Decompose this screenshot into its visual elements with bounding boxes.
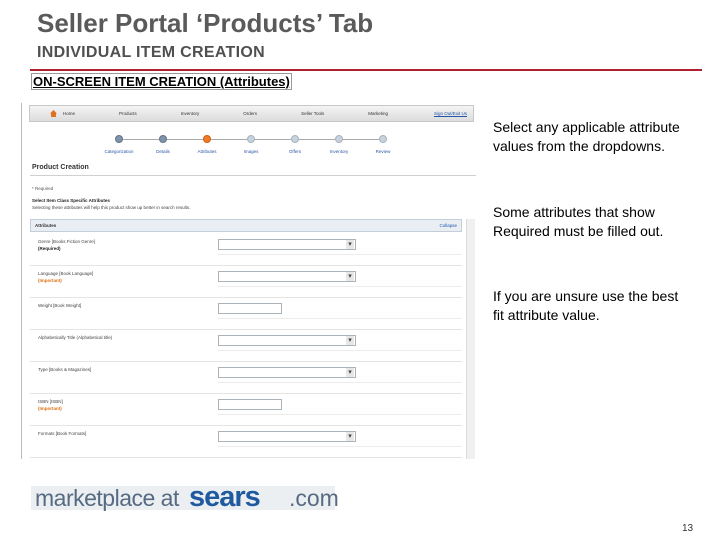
step-label: Categorization bbox=[104, 149, 134, 154]
attribute-row bbox=[30, 394, 462, 426]
step-dot bbox=[247, 135, 255, 143]
section-heading: ON-SCREEN ITEM CREATION (Attributes) bbox=[33, 74, 290, 89]
attribute-row bbox=[30, 330, 462, 362]
attribute-row bbox=[30, 426, 462, 458]
item-class-title: Select Item Class Specific Attributes bbox=[32, 198, 110, 203]
sign-out-link[interactable]: Sign Out/Exit Us bbox=[433, 111, 467, 116]
portal-nav-bar bbox=[29, 105, 474, 122]
row-divider bbox=[218, 446, 462, 447]
callout-required: Some attributes that show Required must be filled out. bbox=[493, 204, 664, 239]
step-offers[interactable] bbox=[275, 135, 315, 154]
attribute-label: Language [Book Language] bbox=[38, 271, 94, 276]
attribute-flag: (Required) bbox=[38, 246, 61, 251]
title-divider bbox=[30, 69, 702, 71]
step-label: Attributes bbox=[197, 149, 217, 154]
step-attributes[interactable] bbox=[187, 135, 227, 154]
required-note: * Required bbox=[32, 186, 54, 191]
nav-item-seller-tools[interactable]: Seller Tools bbox=[301, 111, 325, 116]
attribute-label: Type [Books & Magazines] bbox=[38, 367, 92, 372]
step-review[interactable] bbox=[363, 135, 403, 154]
step-label: Details bbox=[156, 149, 170, 154]
row-divider bbox=[218, 414, 462, 415]
slide-subtitle: INDIVIDUAL ITEM CREATION bbox=[37, 44, 265, 61]
attribute-label: Formats [Book Formats] bbox=[38, 431, 87, 436]
attribute-flag: (Important) bbox=[38, 406, 62, 411]
step-dot bbox=[115, 135, 123, 143]
step-images[interactable] bbox=[231, 135, 271, 154]
attribute-label: Genre [Books Fiction Genre] bbox=[38, 239, 96, 244]
step-dot bbox=[291, 135, 299, 143]
attribute-dropdown[interactable] bbox=[218, 367, 356, 378]
step-dot bbox=[335, 135, 343, 143]
header-divider bbox=[30, 175, 476, 176]
home-icon[interactable] bbox=[50, 110, 57, 117]
step-label: Offers bbox=[288, 149, 302, 154]
attribute-flag: (Important) bbox=[38, 278, 62, 283]
attribute-text-field[interactable] bbox=[218, 303, 282, 314]
step-categorization[interactable] bbox=[99, 135, 139, 154]
attribute-row bbox=[30, 234, 462, 266]
product-creation-title: Product Creation bbox=[32, 164, 89, 171]
attribute-label: Weight [Book Weight] bbox=[38, 303, 82, 308]
step-dot bbox=[379, 135, 387, 143]
row-divider bbox=[218, 318, 462, 319]
collapse-link[interactable]: Collapse bbox=[439, 223, 457, 228]
step-dot bbox=[159, 135, 167, 143]
row-divider bbox=[218, 350, 462, 351]
nav-item-inventory[interactable]: Inventory bbox=[180, 111, 200, 116]
scrollbar[interactable] bbox=[466, 219, 475, 459]
step-inventory[interactable] bbox=[319, 135, 359, 154]
attributes-header bbox=[30, 219, 462, 232]
attribute-dropdown[interactable] bbox=[218, 431, 356, 442]
callout-dropdowns: Select any applicable attribute values from the dropdowns. bbox=[493, 119, 680, 154]
step-label: Images bbox=[243, 149, 259, 154]
row-divider bbox=[218, 382, 462, 383]
nav-item-products[interactable]: Products bbox=[119, 111, 137, 116]
logo-sears-text: sears bbox=[189, 481, 260, 513]
attribute-dropdown[interactable] bbox=[218, 271, 356, 282]
step-dot bbox=[203, 135, 211, 143]
callout-best-fit: If you are unsure use the best fit attribute value. bbox=[493, 288, 679, 323]
attribute-row bbox=[30, 298, 462, 330]
step-label: Inventory bbox=[329, 149, 349, 154]
marketplace-sears-logo bbox=[31, 481, 339, 513]
step-details[interactable] bbox=[143, 135, 183, 154]
logo-marketplace-text: marketplace at bbox=[35, 485, 179, 511]
attribute-dropdown[interactable] bbox=[218, 335, 356, 346]
attribute-row bbox=[30, 362, 462, 394]
attributes-label: Attributes bbox=[35, 223, 57, 228]
attribute-dropdown[interactable] bbox=[218, 239, 356, 250]
nav-item-home[interactable]: Home bbox=[63, 111, 76, 116]
attribute-label: Alphabetically Title (Alphabetical title) bbox=[38, 335, 113, 340]
row-divider bbox=[218, 254, 462, 255]
logo-com-text: .com bbox=[289, 485, 339, 511]
portal-screenshot bbox=[21, 103, 478, 459]
attribute-label: ISBN [ISBN] bbox=[38, 399, 63, 404]
attribute-row bbox=[30, 266, 462, 298]
item-class-description: Selecting these attributes will help this product show up better in search results. bbox=[32, 205, 191, 210]
step-label: Review bbox=[375, 149, 391, 154]
nav-item-marketing[interactable]: Marketing bbox=[368, 111, 389, 116]
nav-item-orders[interactable]: Orders bbox=[243, 111, 258, 116]
page-number: 13 bbox=[682, 523, 694, 534]
slide-title: Seller Portal ‘Products’ Tab bbox=[37, 8, 374, 38]
row-divider bbox=[218, 286, 462, 287]
attribute-text-field[interactable] bbox=[218, 399, 282, 410]
